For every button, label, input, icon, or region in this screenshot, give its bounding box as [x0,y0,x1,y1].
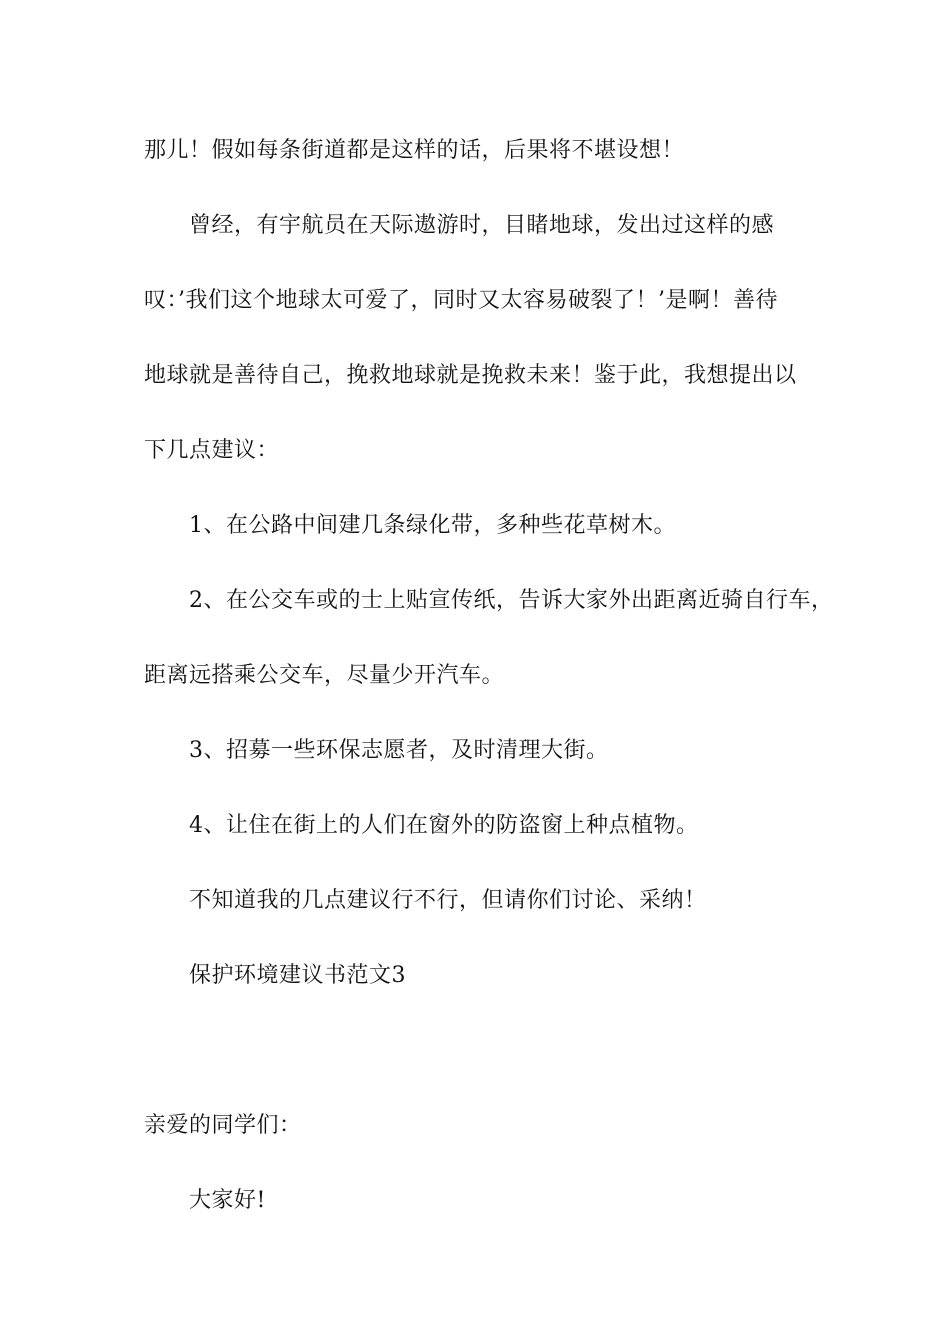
list-item: 1、在公路中间建几条绿化带，多种些花草树木。 [189,513,676,538]
paragraph-line: 不知道我的几点建议行不行，但请你们讨论、采纳！ [189,888,707,913]
list-item: 4、让住在街上的人们在窗外的防盗窗上种点植物。 [189,813,699,838]
paragraph-line: 距离远搭乘公交车，尽量少开汽车。 [144,663,505,688]
greeting: 大家好! [189,1188,266,1213]
list-item: 3、招募一些环保志愿者，及时清理大街。 [189,738,609,763]
list-item: 2、在公交车或的士上贴宣传纸，告诉大家外出距离近骑自行车， [189,588,834,613]
paragraph-line: 地球就是善待自己，挽救地球就是挽救未来！鉴于此，我想提出以 [144,363,797,388]
paragraph-line: 下几点建议： [144,438,280,463]
paragraph-line: 叹：’我们这个地球太可爱了，同时又太容易破裂了！’是啊！善待 [144,288,778,313]
paragraph-line: 那儿！假如每条街道都是这样的话，后果将不堪设想！ [144,138,685,163]
section-title: 保护环境建议书范文3 [189,963,406,988]
paragraph-line: 曾经，有宇航员在天际遨游时，目睹地球，发出过这样的感 [189,213,775,238]
salutation: 亲爱的同学们： [144,1113,302,1138]
